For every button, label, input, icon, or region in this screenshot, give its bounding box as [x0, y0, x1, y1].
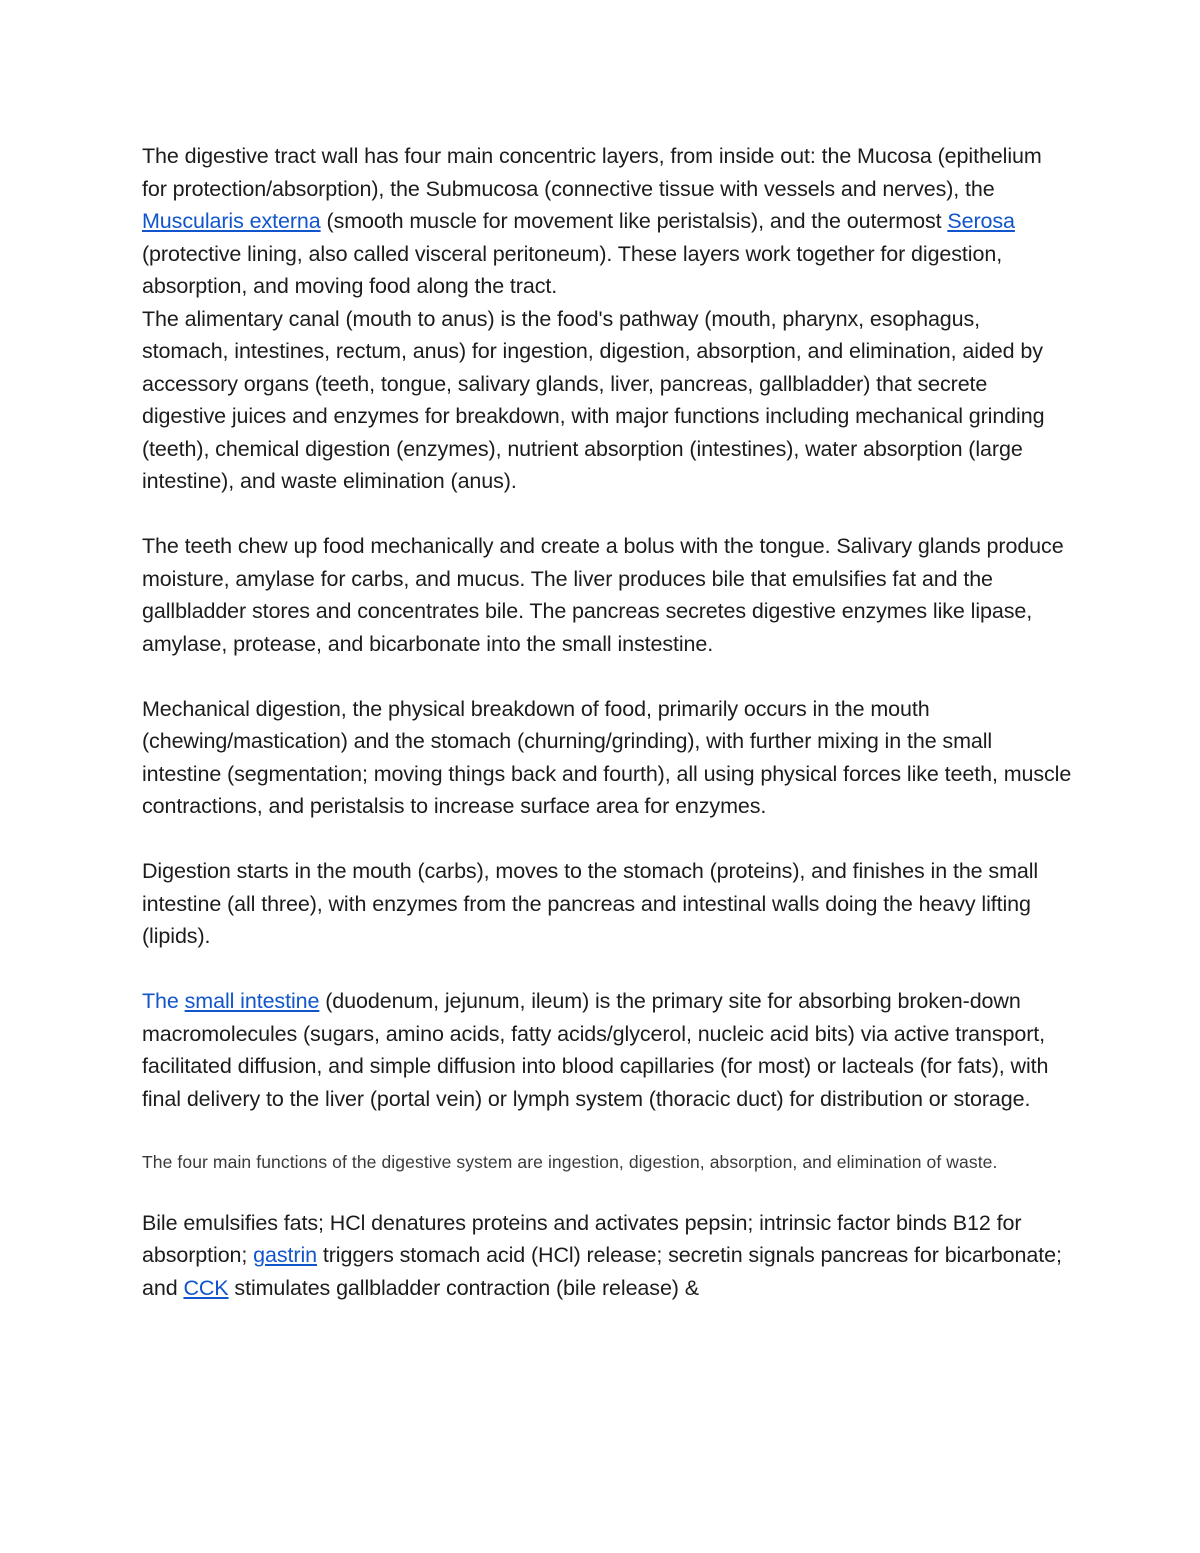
paragraph-main-functions: The four main functions of the digestive system are ingestion, digestion, absorption, and elimination of waste.	[142, 1151, 998, 1172]
paragraph-regulation	[142, 1207, 1072, 1305]
document-page	[142, 140, 1072, 1304]
link-gastrin[interactable]: gastrin	[253, 1243, 317, 1267]
paragraph-text: The	[142, 989, 185, 1013]
paragraph-text: The digestive tract wall has four main concentric layers, from inside out: the Mucosa (epithelium for protection/absorption), the Submucosa (connective tissue with vessels and nerves), the	[142, 144, 1042, 201]
paragraph-text: (smooth muscle for movement like peristalsis), and the outermost	[320, 209, 948, 233]
paragraph-text: (duodenum, jejunum, ileum) is the primary site for absorbing broken-down macromolecules (sugars, amino acids, fatty acids/glycerol, nucleic acid bits) via active transport, facilitated diffusion, and simple diffusion into blood capillaries (for most) or lacteals (for fats), with final delivery to the liver (portal vein) or lymph system (thoracic duct) for distribution or storage.	[142, 989, 1049, 1111]
link-muscularis-externa[interactable]: Muscularis externa	[142, 209, 321, 233]
paragraph-tract-layers	[142, 140, 1072, 303]
link-serosa[interactable]: Serosa	[947, 209, 1015, 233]
paragraph-text: (protective lining, also called visceral peritoneum). These layers work together for digestion, absorption, and moving food along the tract.	[142, 241, 1003, 298]
paragraph-accessory-organs: The teeth chew up food mechanically and create a bolus with the tongue. Salivary glands produce moisture, amylase for carbs, and mucus. The liver produces bile that emulsifies fat and the gallbladder stores and concentrates bile. The pancreas secretes digestive enzymes like lipase, amylase, protease, and bicarbonate into the small instestine.	[142, 534, 1064, 656]
paragraph-mechanical-digestion: Mechanical digestion, the physical breakdown of food, primarily occurs in the mouth (chewing/mastication) and the stomach (churning/grinding), with further mixing in the small intestine (segmentation; moving things back and fourth), all using physical forces like teeth, muscle contractions, and peristalsis to increase surface area for enzymes.	[142, 696, 1072, 818]
paragraph-text: triggers stomach acid (HCl) release; secretin signals pancreas for bicarbonate; and	[142, 1243, 1062, 1300]
paragraph-alimentary-canal: The alimentary canal (mouth to anus) is the food's pathway (mouth, pharynx, esophagus, stomach, intestines, rectum, anus) for ingestion, digestion, absorption, and elimination, aided by accessory organs (teeth, tongue, salivary glands, liver, pancreas, gallbladder) that secrete digestive juices and enzymes for breakdown, with major functions including mechanical grinding (teeth), chemical digestion (enzymes), nutrient absorption (intestines), water absorption (large intestine), and waste elimination (anus).	[142, 306, 1045, 493]
link-cck[interactable]: CCK	[183, 1275, 229, 1300]
paragraph-absorption	[142, 985, 1072, 1115]
paragraph-chemical-digestion: Digestion starts in the mouth (carbs), moves to the stomach (proteins), and finishes in the small intestine (all three), with enzymes from the pancreas and intestinal walls doing the heavy lifting (lipids).	[142, 859, 1039, 948]
paragraph-text: stimulates gallbladder contraction (bile release) &	[228, 1275, 699, 1300]
paragraph-text: Bile emulsifies fats; HCl denatures proteins and activates pepsin; intrinsic factor binds B12 for absorption;	[142, 1210, 1022, 1267]
link-small-intestine[interactable]: small intestine	[184, 989, 320, 1013]
